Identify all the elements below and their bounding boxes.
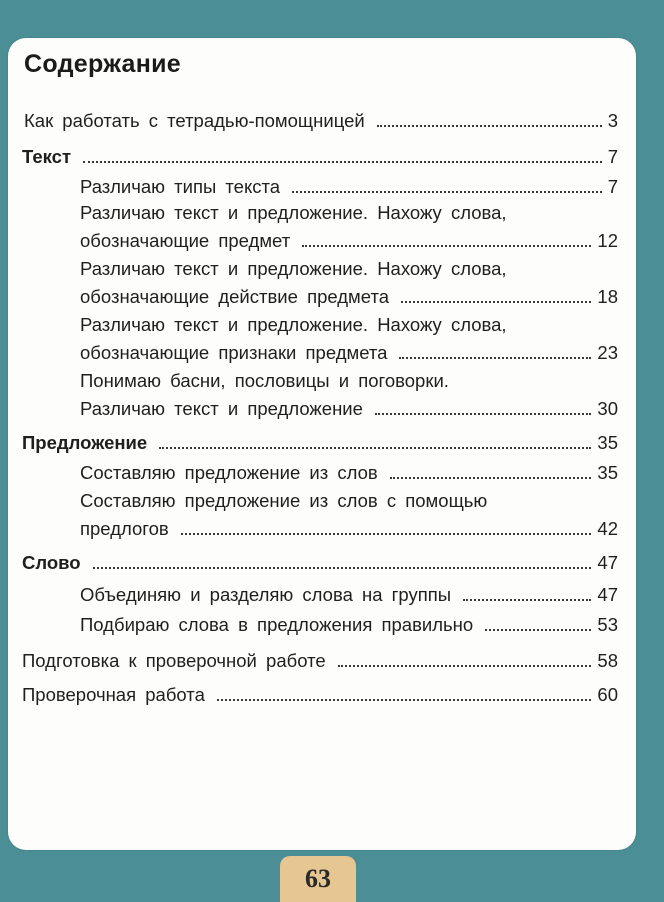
dot-leader (83, 151, 602, 163)
toc-entry-text: Различаю типы текста (80, 176, 281, 197)
toc-entry (22, 646, 618, 672)
toc-page-number: 47 (597, 552, 618, 573)
dot-leader (302, 235, 591, 247)
toc-section-text: Текст (22, 146, 72, 167)
toc-page-number: 30 (597, 398, 618, 419)
dot-leader (399, 347, 591, 359)
toc-entry-text: Подбираю слова в предложения правильно (80, 614, 474, 635)
toc-entry-text: Подготовка к проверочной работе (22, 650, 326, 671)
toc-page-number: 47 (597, 584, 618, 605)
toc-entry (80, 282, 618, 308)
toc-section-text: Слово (22, 552, 81, 573)
dot-leader (181, 523, 592, 535)
dot-leader (390, 467, 592, 479)
toc-page-number: 23 (597, 342, 618, 363)
toc-entry (80, 458, 618, 484)
toc-entry (80, 338, 618, 364)
toc-entry-text: Объединяю и разделяю слова на группы (80, 584, 452, 605)
toc-entry (80, 610, 618, 636)
dot-leader (93, 557, 592, 569)
toc-entry (80, 514, 618, 540)
toc-page-number: 18 (597, 286, 618, 307)
toc-section-text: Предложение (22, 432, 148, 453)
toc-page-number: 53 (597, 614, 618, 635)
toc-entry (80, 172, 618, 198)
toc-section (22, 142, 618, 168)
toc-entry-first-line: Различаю текст и предложение. Нахожу слова, (80, 202, 507, 223)
toc-page-number: 58 (597, 650, 618, 671)
toc-section (22, 428, 618, 454)
toc-entry (80, 394, 618, 420)
toc-entry-text: Как работать с тетрадью-помощницей (24, 110, 365, 131)
toc-entry (24, 106, 618, 132)
dot-leader (292, 181, 602, 193)
toc-entry-first-line: Различаю текст и предложение. Нахожу слова, (80, 258, 507, 279)
toc-page-number: 35 (597, 432, 618, 453)
toc-section (22, 548, 618, 574)
dot-leader (217, 689, 592, 701)
toc-entry (80, 226, 618, 252)
toc-entry-text: Проверочная работа (22, 684, 205, 705)
dot-leader (375, 403, 592, 415)
toc-entry (80, 580, 618, 606)
toc-page-number: 60 (597, 684, 618, 705)
toc-entry-text: предлогов (80, 518, 169, 539)
dot-leader (401, 291, 591, 303)
page-number-tab (280, 856, 356, 902)
dot-leader (338, 655, 592, 667)
toc-page-number: 42 (597, 518, 618, 539)
dot-leader (377, 115, 602, 127)
dot-leader (463, 589, 591, 601)
toc-entry-first-line: Понимаю басни, пословицы и поговорки. (80, 370, 449, 391)
toc-page-number: 12 (597, 230, 618, 251)
toc-page-number: 7 (607, 176, 618, 197)
toc-entry-first-line: Составляю предложение из слов с помощью (80, 490, 488, 511)
dot-leader (159, 437, 591, 449)
toc-entry (22, 680, 618, 706)
toc-entry-text: Составляю предложение из слов (80, 462, 378, 483)
toc-page-number: 7 (607, 146, 618, 167)
page-number: 63 (305, 864, 331, 893)
toc-entry-text: обозначающие признаки предмета (80, 342, 388, 363)
toc-page-number: 35 (597, 462, 618, 483)
toc-page-number: 3 (607, 110, 618, 131)
dot-leader (485, 619, 591, 631)
page-title: Содержание (24, 50, 182, 78)
toc-entry-text: обозначающие предмет (80, 230, 291, 251)
toc-entry-first-line: Различаю текст и предложение. Нахожу слова, (80, 314, 507, 335)
toc-entry-text: Различаю текст и предложение (80, 398, 363, 419)
toc-entry-text: обозначающие действие предмета (80, 286, 389, 307)
